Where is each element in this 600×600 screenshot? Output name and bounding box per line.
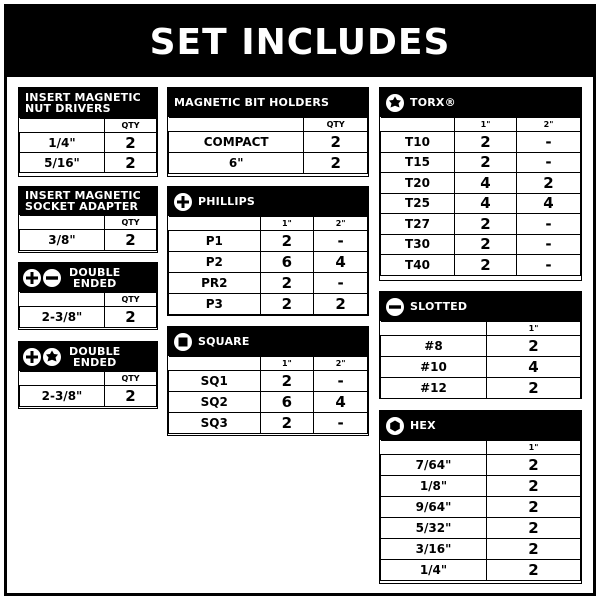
- socket-adapter-card: [18, 186, 158, 253]
- table-row: #12 2: [381, 378, 581, 399]
- bit-holders-card: [167, 87, 369, 177]
- table-row: P3 2 2: [169, 294, 368, 315]
- table-row: T20 4 2: [381, 173, 581, 194]
- phillips-card: [167, 186, 369, 316]
- bit-holders-table: [168, 117, 368, 174]
- slotted-header: SLOTTED: [380, 292, 581, 321]
- square-card: [167, 326, 369, 436]
- square-table: 1" 2" SQ1 2 - SQ2 6 4 SQ3 2 -: [168, 356, 368, 434]
- table-row: P1 2 -: [169, 231, 368, 252]
- table-row: T25 4 4: [381, 193, 581, 214]
- double-ended-header-2: DOUBLE ENDED: [19, 342, 157, 371]
- table-row: 2-3/8" 2: [20, 386, 157, 407]
- hex-table: 1" 7/64" 2 1/8" 2 9/64" 2 5/32" 2 3/16" 2 1/4" 2: [380, 440, 581, 581]
- table-row: 1/4" 2: [20, 133, 157, 153]
- table-row: SQ1 2 -: [169, 371, 368, 392]
- table-row: 5/32" 2: [381, 518, 581, 539]
- table-row: 3/8" 2: [20, 230, 157, 251]
- torx-icon: [43, 348, 61, 366]
- table-row: 1/4" 2: [381, 560, 581, 581]
- phillips-header: PHILLIPS: [168, 187, 368, 216]
- phillips-icon: [23, 348, 41, 366]
- socket-adapter-table: [19, 215, 157, 251]
- hex-card: [379, 410, 582, 584]
- double-ended-card-2: [18, 341, 158, 409]
- square-header: SQUARE: [168, 327, 368, 356]
- table-row: 6" 2: [169, 153, 368, 174]
- phillips-table: 1" 2" P1 2 - P2 6 4 PR2 2 - P3 2 2: [168, 216, 368, 315]
- phillips-icon: [23, 269, 41, 287]
- torx-table: 1" 2" T10 2 - T15 2 - T20 4 2 T25 4 4 T27 2 - T30 2 - T40 2 -: [380, 117, 581, 276]
- table-row: T27 2 -: [381, 214, 581, 235]
- qty-label: QTY: [104, 119, 156, 133]
- table-row: SQ3 2 -: [169, 413, 368, 434]
- table-row: 7/64" 2: [381, 455, 581, 476]
- table-row: P2 6 4: [169, 252, 368, 273]
- table-row: #10 4: [381, 357, 581, 378]
- table-row: SQ2 6 4: [169, 392, 368, 413]
- square-icon: [174, 333, 192, 351]
- table-row: 1/8" 2: [381, 476, 581, 497]
- table-row: T10 2 -: [381, 132, 581, 153]
- double-ended-table-2: [19, 371, 157, 407]
- table-row: T40 2 -: [381, 255, 581, 276]
- table-row: 5/16" 2: [20, 153, 157, 173]
- nut-drivers-header: INSERT MAGNETIC NUT DRIVERS: [19, 88, 157, 118]
- double-ended-header-1: DOUBLE ENDED: [19, 263, 157, 292]
- title-banner: [7, 7, 593, 77]
- bit-holders-header: MAGNETIC BIT HOLDERS: [168, 88, 368, 117]
- page-title: SET INCLUDES: [149, 21, 451, 63]
- slotted-icon: [386, 298, 404, 316]
- socket-adapter-header: INSERT MAGNETIC SOCKET ADAPTER: [19, 187, 157, 215]
- slotted-table: 1" #8 2 #10 4 #12 2: [380, 321, 581, 399]
- qty-label: QTY: [304, 118, 368, 132]
- phillips-icon: [174, 193, 192, 211]
- qty-label: QTY: [104, 216, 156, 230]
- qty-label: QTY: [104, 293, 156, 307]
- qty-label: QTY: [104, 372, 156, 386]
- nut-drivers-card: [18, 87, 158, 177]
- double-ended-table-1: [19, 292, 157, 328]
- hex-icon: [386, 417, 404, 435]
- double-ended-card-1: [18, 262, 158, 330]
- torx-card: [379, 87, 582, 281]
- nut-drivers-table: [19, 118, 157, 173]
- table-row: #8 2: [381, 336, 581, 357]
- torx-icon: [386, 94, 404, 112]
- table-row: 3/16" 2: [381, 539, 581, 560]
- table-row: 9/64" 2: [381, 497, 581, 518]
- table-row: T15 2 -: [381, 152, 581, 173]
- slotted-icon: [43, 269, 61, 287]
- slotted-card: [379, 291, 582, 399]
- torx-header: TORX®: [380, 88, 581, 117]
- table-row: PR2 2 -: [169, 273, 368, 294]
- table-row: 2-3/8" 2: [20, 307, 157, 328]
- table-row: T30 2 -: [381, 234, 581, 255]
- hex-header: HEX: [380, 411, 581, 440]
- table-row: COMPACT 2: [169, 132, 368, 153]
